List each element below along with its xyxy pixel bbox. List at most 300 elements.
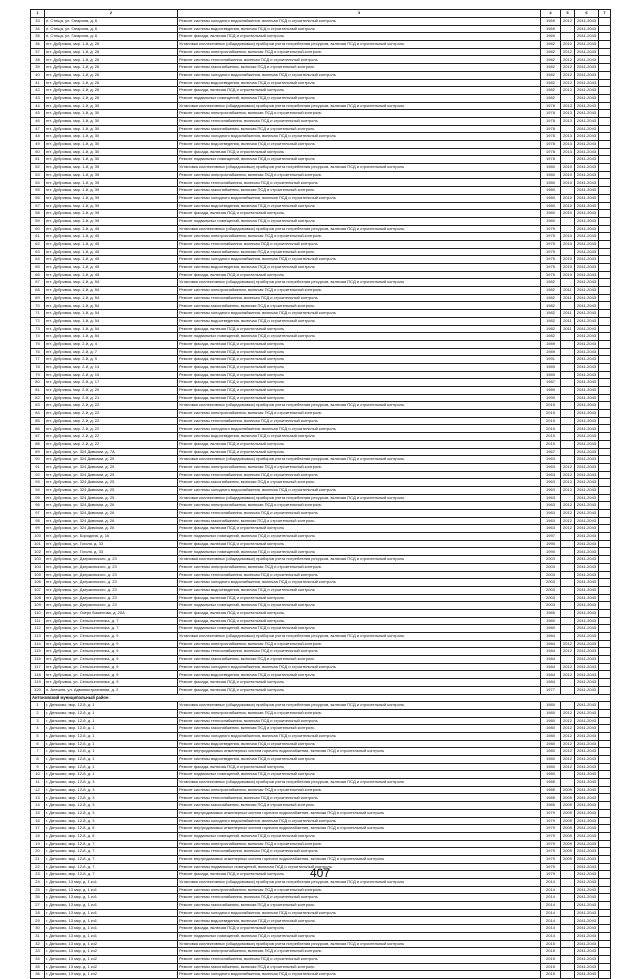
table-cell: 2041-2043 bbox=[575, 287, 599, 295]
table-cell: Установка коллективных (общедомовых) приборов учета потребления ресурсов, включая ПСД и строительный контроль bbox=[178, 164, 541, 172]
table-cell: 1979 bbox=[541, 840, 561, 848]
table-cell bbox=[599, 648, 611, 656]
section-heading-row bbox=[31, 694, 611, 702]
table-cell: пгт. Дубровка, мкр. 1-й, д. 30 bbox=[45, 125, 178, 133]
table-row bbox=[31, 110, 611, 118]
table-cell: пгт. Дубровка, мкр. 1-й, д. 26 bbox=[45, 48, 178, 56]
table-cell: 2012 bbox=[561, 18, 575, 26]
table-cell: Установка коллективных (общедомовых) приборов учета потребления ресурсов, включая ПСД и строительный контроль bbox=[178, 940, 541, 948]
table-cell: 2012 bbox=[561, 525, 575, 533]
table-cell: 70 bbox=[31, 302, 45, 310]
table-cell: 1984 bbox=[541, 648, 561, 656]
table-cell: 2041-2043 bbox=[575, 25, 599, 33]
table-cell: 2041-2043 bbox=[575, 379, 599, 387]
table-cell: 14 bbox=[31, 802, 45, 810]
table-cell: 2041-2043 bbox=[575, 333, 599, 341]
table-cell bbox=[599, 287, 611, 295]
table-cell: 2012 bbox=[561, 510, 575, 518]
table-cell: 2041-2043 bbox=[575, 494, 599, 502]
table-cell: 1979 bbox=[541, 871, 561, 879]
table-cell: 2041-2043 bbox=[575, 164, 599, 172]
table-cell: 2009 bbox=[561, 809, 575, 817]
table-cell: 2041-2043 bbox=[575, 725, 599, 733]
table-cell bbox=[599, 471, 611, 479]
table-cell bbox=[599, 925, 611, 933]
table-cell: Ремонт системы теплоснабжения, включая ПСД и строительный контроль bbox=[178, 571, 541, 579]
table-cell: 1980 bbox=[541, 202, 561, 210]
table-row bbox=[31, 340, 611, 348]
table-cell bbox=[599, 348, 611, 356]
table-row bbox=[31, 786, 611, 794]
table-cell: пгт. Дубровка, ул. Сельхозтехника, д. 7 bbox=[45, 625, 178, 633]
table-cell: 2041-2043 bbox=[575, 233, 599, 241]
table-cell: Ремонт системы водоотведения, включая ПСД и строительный контроль bbox=[178, 433, 541, 441]
table-cell: 24 bbox=[31, 879, 45, 887]
table-cell: 2003 bbox=[541, 586, 561, 594]
table-cell bbox=[599, 402, 611, 410]
table-cell bbox=[561, 609, 575, 617]
table-cell: 1982 bbox=[541, 64, 561, 72]
table-cell: Ремонт системы электроснабжения, включая ПСД и строительный контроль bbox=[178, 463, 541, 471]
table-cell bbox=[561, 302, 575, 310]
table-cell bbox=[599, 294, 611, 302]
table-cell: пгт. Дубровка, мкр. 1-й, д. 54 bbox=[45, 310, 178, 318]
table-cell: 2041-2043 bbox=[575, 740, 599, 748]
table-cell: пгт. Дубровка, ул. Сельхозтехника, д. 9 bbox=[45, 671, 178, 679]
table-cell bbox=[561, 771, 575, 779]
table-cell: 107 bbox=[31, 586, 45, 594]
table-row bbox=[31, 217, 611, 225]
table-cell: г. Дятьково, мкр. 12-й, д. 3 bbox=[45, 817, 178, 825]
table-cell: Ремонт системы водоотведения, включая ПСД и строительный контроль bbox=[178, 671, 541, 679]
table-cell bbox=[599, 18, 611, 26]
table-row bbox=[31, 233, 611, 241]
table-cell bbox=[599, 425, 611, 433]
table-cell: г. Дятьково, 13 мкр. д. 1 кч1 bbox=[45, 909, 178, 917]
table-row bbox=[31, 102, 611, 110]
header-cell: 1 bbox=[31, 10, 45, 18]
table-cell: 1982 bbox=[541, 287, 561, 295]
table-cell bbox=[561, 886, 575, 894]
table-cell: 2041-2043 bbox=[575, 971, 599, 979]
table-cell: 1980 bbox=[541, 702, 561, 710]
table-cell: 2041-2043 bbox=[575, 410, 599, 418]
table-cell: 18 bbox=[31, 832, 45, 840]
table-cell: 90 bbox=[31, 456, 45, 464]
table-cell: Ремонт фасада, включая ПСД и строительный контроль bbox=[178, 763, 541, 771]
table-cell: 1982 bbox=[541, 294, 561, 302]
table-cell bbox=[599, 517, 611, 525]
table-cell: 2015 bbox=[541, 971, 561, 979]
table-cell: Ремонт подвальных помещений, включая ПСД и строительный контроль bbox=[178, 217, 541, 225]
table-cell: пгт. Дубровка, мкр. 1-й, д. 45 bbox=[45, 233, 178, 241]
table-cell: Ремонт фасада, включая ПСД и строительный контроль bbox=[178, 210, 541, 218]
table-cell: 1980 bbox=[541, 187, 561, 195]
table-cell: 2013 bbox=[561, 117, 575, 125]
table-cell: 110 bbox=[31, 609, 45, 617]
table-cell: 1982 bbox=[541, 325, 561, 333]
table-row bbox=[31, 48, 611, 56]
table-cell bbox=[561, 448, 575, 456]
table-cell bbox=[599, 825, 611, 833]
table-cell: 2041-2043 bbox=[575, 225, 599, 233]
table-row bbox=[31, 540, 611, 548]
table-cell bbox=[599, 240, 611, 248]
table-cell: Ремонт системы теплоснабжения, включая ПСД и строительный контроль bbox=[178, 471, 541, 479]
table-cell: Ремонт фасада, включая ПСД и строительный контроль bbox=[178, 925, 541, 933]
table-row bbox=[31, 133, 611, 141]
table-cell: 1980 bbox=[541, 194, 561, 202]
table-cell: 97 bbox=[31, 510, 45, 518]
table-cell: пгт. Дубровка, ул. Бородина, д. 16 bbox=[45, 533, 178, 541]
table-cell: Ремонт системы холодного водоснабжения, включая ПСД и строительный контроль bbox=[178, 133, 541, 141]
table-cell: 2041-2043 bbox=[575, 79, 599, 87]
table-cell: Установка коллективных (общедомовых) приборов учета потребления ресурсов, включая ПСД и строительный контроль bbox=[178, 779, 541, 787]
table-cell: 2041-2043 bbox=[575, 456, 599, 464]
table-row bbox=[31, 563, 611, 571]
table-cell: 2041-2043 bbox=[575, 271, 599, 279]
table-cell: г. Дятьково, мкр. 12-й, д. 7 bbox=[45, 863, 178, 871]
table-cell: пгт. Дубровка, мкр. 2-й, д. 22 bbox=[45, 433, 178, 441]
table-cell: пгт. Дубровка, мкр. 1-й, д. 30 bbox=[45, 110, 178, 118]
table-cell: 1990 bbox=[541, 394, 561, 402]
table-cell: Ремонт системы газоснабжения, включая ПСД и строительный контроль bbox=[178, 517, 541, 525]
table-cell: пгт. Дубровка, ул. 324 Дивизии, д. 7А bbox=[45, 448, 178, 456]
table-cell: пгт. Дубровка, мкр. 1-й, д. 45 bbox=[45, 264, 178, 272]
table-cell: 2009 bbox=[561, 802, 575, 810]
table-cell bbox=[561, 917, 575, 925]
table-cell bbox=[599, 179, 611, 187]
table-cell: Ремонт системы теплоснабжения, включая ПСД и строительный контроль bbox=[178, 794, 541, 802]
table-cell: 1989 bbox=[541, 363, 561, 371]
table-cell: 52 bbox=[31, 164, 45, 172]
table-cell bbox=[599, 110, 611, 118]
table-cell: 1980 bbox=[541, 709, 561, 717]
table-cell: Ремонт фасада, включая ПСД и строительный контроль bbox=[178, 448, 541, 456]
table-cell: 102 bbox=[31, 548, 45, 556]
section-title: Антоновский муниципальный район bbox=[31, 694, 611, 702]
table-row bbox=[31, 179, 611, 187]
table-cell: 1978 bbox=[541, 125, 561, 133]
table-cell: Ремонт системы теплоснабжения, включая ПСД и строительный контроль bbox=[178, 117, 541, 125]
table-cell: 1980 bbox=[541, 740, 561, 748]
table-row bbox=[31, 594, 611, 602]
table-cell bbox=[599, 556, 611, 564]
table-row bbox=[31, 394, 611, 402]
table-cell: Ремонт внутридомовых инженерных систем горячего водоснабжения, включая ПСД и строительный контроль bbox=[178, 855, 541, 863]
table-cell bbox=[599, 279, 611, 287]
table-cell: 2012 bbox=[561, 640, 575, 648]
table-cell: 44 bbox=[31, 102, 45, 110]
table-cell: Установка коллективных (общедомовых) приборов учета потребления ресурсов, включая ПСД и строительный контроль bbox=[178, 225, 541, 233]
table-row bbox=[31, 387, 611, 395]
table-cell: 1982 bbox=[541, 317, 561, 325]
table-cell: пгт. Дубровка, ул. 324 Дивизии, д. 25 bbox=[45, 494, 178, 502]
table-cell: Ремонт системы холодного водоснабжения, включая ПСД и строительный контроль bbox=[178, 18, 541, 26]
table-cell bbox=[599, 456, 611, 464]
table-cell: 1963 bbox=[541, 494, 561, 502]
table-cell: 2003 bbox=[541, 571, 561, 579]
table-cell bbox=[599, 786, 611, 794]
table-cell: 2041-2043 bbox=[575, 955, 599, 963]
table-row bbox=[31, 141, 611, 149]
table-cell: пгт. Дубровка, ул. Сельхозтехника, д. 9 bbox=[45, 640, 178, 648]
table-cell: 1975 bbox=[541, 271, 561, 279]
table-cell: 21 bbox=[31, 855, 45, 863]
table-cell: 2015 bbox=[541, 433, 561, 441]
table-cell: п. Стеща, ул. Гагарина, д. 6 bbox=[45, 33, 178, 41]
table-cell: Ремонт подвальных помещений, включая ПСД и строительный контроль bbox=[178, 771, 541, 779]
table-cell bbox=[599, 917, 611, 925]
table-cell: 1980 bbox=[541, 748, 561, 756]
table-cell: 17 bbox=[31, 825, 45, 833]
table-cell: пгт. Дубровка, мкр. 1-й, д. 39 bbox=[45, 164, 178, 172]
table-cell: пгт. Дубровка, ул. 324 Дивизии, д. 25 bbox=[45, 456, 178, 464]
table-cell bbox=[599, 148, 611, 156]
table-cell: 11 bbox=[31, 779, 45, 787]
table-cell: 1982 bbox=[541, 302, 561, 310]
table-row bbox=[31, 940, 611, 948]
table-row bbox=[31, 94, 611, 102]
table-cell: 3 bbox=[31, 717, 45, 725]
table-cell bbox=[599, 363, 611, 371]
table-cell: 1980 bbox=[541, 164, 561, 172]
table-row bbox=[31, 294, 611, 302]
table-cell: 56 bbox=[31, 194, 45, 202]
table-row bbox=[31, 533, 611, 541]
table-cell: 2041-2043 bbox=[575, 402, 599, 410]
table-row bbox=[31, 663, 611, 671]
table-cell bbox=[561, 125, 575, 133]
header-cell: 4 bbox=[541, 10, 561, 18]
table-cell: 35 bbox=[31, 963, 45, 971]
table-cell: 1969 bbox=[541, 25, 561, 33]
table-cell: 51 bbox=[31, 156, 45, 164]
table-row bbox=[31, 809, 611, 817]
table-row bbox=[31, 371, 611, 379]
table-cell: 2014 bbox=[541, 925, 561, 933]
table-cell bbox=[599, 594, 611, 602]
table-row bbox=[31, 640, 611, 648]
table-cell: г. Дятьково, мкр. 12-й, д. 1 bbox=[45, 763, 178, 771]
table-row bbox=[31, 709, 611, 717]
table-cell: 2013 bbox=[561, 110, 575, 118]
table-cell: Установка коллективных (общедомовых) приборов учета потребления ресурсов, включая ПСД и строительный контроль bbox=[178, 702, 541, 710]
table-cell: Ремонт подвальных помещений, включая ПСД и строительный контроль bbox=[178, 602, 541, 610]
table-cell: 2041-2043 bbox=[575, 194, 599, 202]
table-cell: 1985 bbox=[541, 802, 561, 810]
table-cell: 2041-2043 bbox=[575, 748, 599, 756]
table-cell bbox=[599, 625, 611, 633]
table-cell: г. Дятьково, мкр. 12-й, д. 3 bbox=[45, 786, 178, 794]
table-cell bbox=[599, 271, 611, 279]
table-cell: 2041-2043 bbox=[575, 702, 599, 710]
table-cell: 2010 bbox=[561, 271, 575, 279]
table-cell bbox=[599, 264, 611, 272]
table-cell: Ремонт внутридомовых инженерных систем горячего водоснабжения, включая ПСД и строительный контроль bbox=[178, 748, 541, 756]
table-cell: 86 bbox=[31, 425, 45, 433]
table-cell bbox=[599, 617, 611, 625]
table-cell bbox=[599, 902, 611, 910]
table-cell: пгт. Дубровка, мкр. 1-й, д. 39 bbox=[45, 194, 178, 202]
table-cell: Ремонт системы теплоснабжения, включая ПСД и строительный контроль bbox=[178, 417, 541, 425]
table-cell: пгт. Дубровка, мкр. 1-й, д. 39 bbox=[45, 171, 178, 179]
table-row bbox=[31, 333, 611, 341]
table-cell bbox=[561, 594, 575, 602]
table-cell: 1963 bbox=[541, 502, 561, 510]
table-cell bbox=[599, 171, 611, 179]
table-cell: 76 bbox=[31, 348, 45, 356]
table-cell: 2041-2043 bbox=[575, 802, 599, 810]
table-cell bbox=[561, 571, 575, 579]
table-cell: пгт. Дубровка, ул. Сельхозтехника, д. 9 bbox=[45, 663, 178, 671]
table-row bbox=[31, 56, 611, 64]
table-cell: 109 bbox=[31, 602, 45, 610]
table-cell: 2011 bbox=[561, 294, 575, 302]
table-cell: 2041-2043 bbox=[575, 825, 599, 833]
table-cell: 30 bbox=[31, 925, 45, 933]
table-row bbox=[31, 417, 611, 425]
table-cell: 35 bbox=[31, 33, 45, 41]
table-cell: 2041-2043 bbox=[575, 633, 599, 641]
table-cell: 1963 bbox=[541, 510, 561, 518]
table-cell: Ремонт системы газоснабжения, включая ПСД и строительный контроль bbox=[178, 125, 541, 133]
table-cell: 82 bbox=[31, 394, 45, 402]
table-cell: 2003 bbox=[541, 563, 561, 571]
table-cell: 83 bbox=[31, 402, 45, 410]
header-cell: 2 bbox=[45, 10, 178, 18]
table-cell: 48 bbox=[31, 133, 45, 141]
table-cell: 2012 bbox=[561, 471, 575, 479]
table-cell: 2015 bbox=[541, 425, 561, 433]
table-cell: 2012 bbox=[561, 79, 575, 87]
table-cell: 2012 bbox=[561, 671, 575, 679]
table-cell bbox=[561, 963, 575, 971]
table-cell: Ремонт системы холодного водоснабжения, включая ПСД и строительный контроль bbox=[178, 486, 541, 494]
table-cell: 91 bbox=[31, 463, 45, 471]
table-cell: 36 bbox=[31, 971, 45, 979]
page-number: 407 bbox=[309, 866, 331, 880]
table-cell: пгт. Дубровка, мкр. 1-й, д. 39 bbox=[45, 217, 178, 225]
table-cell: 1963 bbox=[541, 525, 561, 533]
table-cell: 55 bbox=[31, 187, 45, 195]
table-cell: 2041-2043 bbox=[575, 848, 599, 856]
table-cell: 62 bbox=[31, 240, 45, 248]
table-cell: Ремонт системы холодного водоснабжения, включая ПСД и строительный контроль bbox=[178, 971, 541, 979]
table-cell: Ремонт системы холодного водоснабжения, включая ПСД и строительный контроль bbox=[178, 194, 541, 202]
table-cell: 2012 bbox=[561, 740, 575, 748]
table-cell bbox=[561, 579, 575, 587]
table-cell: 1978 bbox=[541, 102, 561, 110]
table-cell: 77 bbox=[31, 356, 45, 364]
table-cell: 1984 bbox=[541, 633, 561, 641]
table-cell: 1990 bbox=[541, 540, 561, 548]
table-cell: 1963 bbox=[541, 463, 561, 471]
table-cell bbox=[561, 440, 575, 448]
table-cell: Ремонт фасада, включая ПСД и строительный контроль bbox=[178, 609, 541, 617]
table-cell: г. Дятьково, 13 мкр. д. 1 кч2 bbox=[45, 971, 178, 979]
table-cell: пгт. Дубровка, мкр. 1-й, д. 30 bbox=[45, 141, 178, 149]
table-cell: 2010 bbox=[561, 202, 575, 210]
table-cell bbox=[561, 417, 575, 425]
table-cell: 1982 bbox=[541, 94, 561, 102]
table-cell: 1963 bbox=[541, 471, 561, 479]
table-cell bbox=[561, 702, 575, 710]
table-cell bbox=[599, 909, 611, 917]
table-cell: г. Дятьково, мкр. 12-й, д. 7 bbox=[45, 871, 178, 879]
table-cell: 2009 bbox=[561, 840, 575, 848]
table-cell: 106 bbox=[31, 579, 45, 587]
table-row bbox=[31, 440, 611, 448]
table-cell: Ремонт подвальных помещений, включая ПСД и строительный контроль bbox=[178, 832, 541, 840]
table-cell: 2041-2043 bbox=[575, 18, 599, 26]
table-cell bbox=[561, 548, 575, 556]
table-cell: пгт. Дубровка, мкр. 2-й, д. 7 bbox=[45, 348, 178, 356]
table-row bbox=[31, 256, 611, 264]
table-cell: пгт. Дубровка, мкр. 1-й, д. 30 bbox=[45, 133, 178, 141]
table-cell: 2003 bbox=[541, 556, 561, 564]
table-cell: 2010 bbox=[561, 179, 575, 187]
table-cell: г. Дятьково, мкр. 12-й, д. 1 bbox=[45, 771, 178, 779]
table-cell: 2041-2043 bbox=[575, 602, 599, 610]
table-cell: 2041-2043 bbox=[575, 817, 599, 825]
table-cell: Ремонт системы электроснабжения, включая ПСД и строительный контроль bbox=[178, 786, 541, 794]
table-cell: 1963 bbox=[541, 517, 561, 525]
table-cell: 2041-2043 bbox=[575, 902, 599, 910]
table-cell: Ремонт фасада, включая ПСД и строительный контроль bbox=[178, 540, 541, 548]
table-cell bbox=[599, 394, 611, 402]
table-cell: г. Дятьково, мкр. 12-й, д. 1 bbox=[45, 748, 178, 756]
table-cell: 1989 bbox=[541, 340, 561, 348]
table-cell: 1979 bbox=[541, 855, 561, 863]
table-cell: 1980 bbox=[541, 625, 561, 633]
table-cell: 1982 bbox=[541, 48, 561, 56]
table-cell: пгт. Дубровка, мкр. 1-й, д. 54 bbox=[45, 333, 178, 341]
table-row bbox=[31, 363, 611, 371]
table-cell: 2041-2043 bbox=[575, 571, 599, 579]
table-cell: 28 bbox=[31, 909, 45, 917]
table-cell: 2012 bbox=[561, 517, 575, 525]
table-cell: 104 bbox=[31, 563, 45, 571]
table-cell: 1985 bbox=[541, 779, 561, 787]
table-cell: 61 bbox=[31, 233, 45, 241]
table-cell: 2011 bbox=[561, 325, 575, 333]
table-cell: 2041-2043 bbox=[575, 387, 599, 395]
table-cell: 33 bbox=[31, 18, 45, 26]
table-cell: Ремонт системы электроснабжения, включая ПСД и строительный контроль bbox=[178, 502, 541, 510]
table-cell: Ремонт фасада, включая ПСД и строительный контроль bbox=[178, 679, 541, 687]
repair-schedule-table bbox=[30, 9, 611, 979]
table-cell bbox=[599, 440, 611, 448]
table-cell: 2041-2043 bbox=[575, 133, 599, 141]
table-cell: 1978 bbox=[541, 156, 561, 164]
table-cell bbox=[599, 955, 611, 963]
table-cell: 2041-2043 bbox=[575, 763, 599, 771]
table-cell: 2015 bbox=[541, 948, 561, 956]
table-cell: пгт. Дубровка, мкр. 2-й, д. 20 bbox=[45, 387, 178, 395]
table-cell: 1985 bbox=[541, 794, 561, 802]
table-row bbox=[31, 187, 611, 195]
table-cell: 1989 bbox=[541, 371, 561, 379]
table-cell: 2 bbox=[31, 709, 45, 717]
table-cell: 2012 bbox=[561, 709, 575, 717]
table-cell: г. Дятьково, 13 мкр. д. 1 кч2 bbox=[45, 940, 178, 948]
table-cell: Ремонт системы газоснабжения, включая ПСД и строительный контроль bbox=[178, 248, 541, 256]
table-cell: 2041-2043 bbox=[575, 310, 599, 318]
table-cell bbox=[599, 317, 611, 325]
table-cell: 1987 bbox=[541, 379, 561, 387]
table-cell: пгт. Дубровка, мкр. 1-й, д. 45 bbox=[45, 256, 178, 264]
